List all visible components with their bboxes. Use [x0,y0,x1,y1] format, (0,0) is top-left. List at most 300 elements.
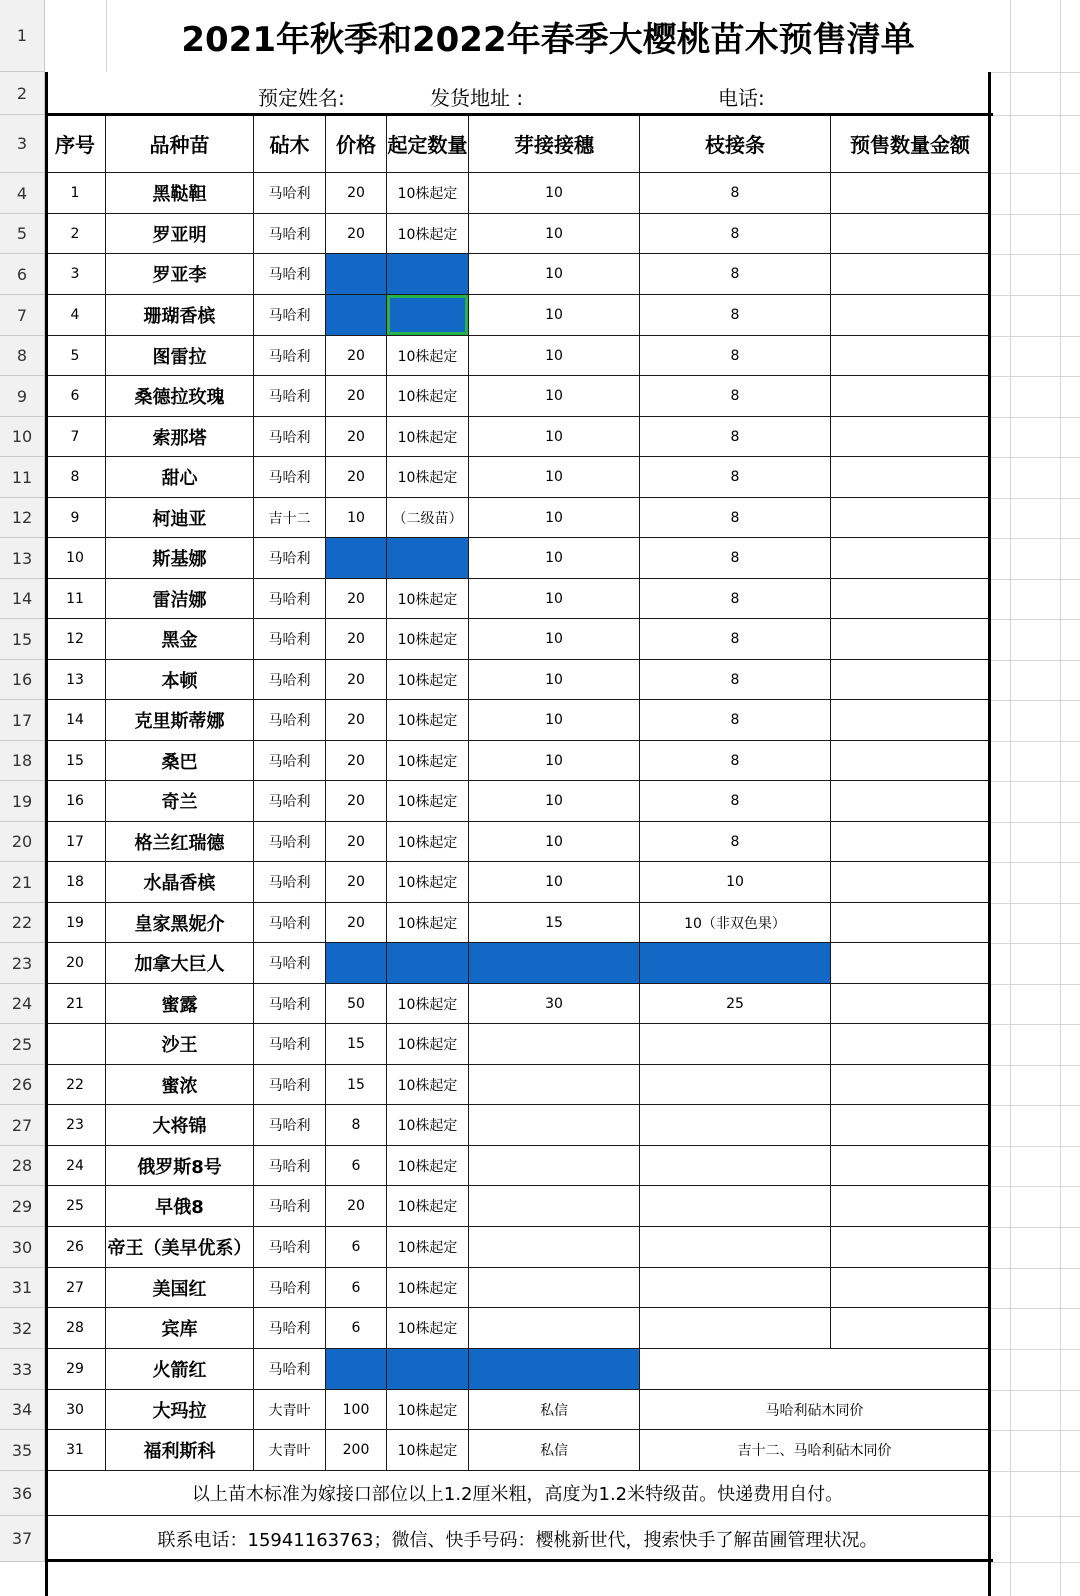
table-cell[interactable]: 10株起定 [387,903,469,943]
table-cell[interactable]: 23 [45,1105,106,1146]
table-cell[interactable] [469,943,640,984]
table-cell[interactable]: 马哈利 [254,862,326,903]
table-cell[interactable] [640,1146,831,1186]
table-cell[interactable]: 马哈利 [254,943,326,984]
table-cell[interactable]: 10 [640,862,831,903]
table-cell[interactable]: 8 [45,457,106,498]
row-header[interactable]: 33 [0,1349,45,1390]
table-cell[interactable] [469,1349,640,1390]
table-cell[interactable]: 20 [326,1186,387,1227]
table-cell[interactable]: 10 [326,498,387,538]
row-header[interactable]: 22 [0,903,45,943]
row-header[interactable]: 32 [0,1308,45,1349]
table-cell[interactable] [640,1308,831,1349]
table-cell[interactable]: 20 [45,943,106,984]
table-cell[interactable]: 20 [326,417,387,457]
table-cell[interactable]: 蜜露 [106,984,254,1024]
table-cell[interactable]: 福利斯科 [106,1430,254,1471]
table-cell[interactable] [387,538,469,579]
table-cell[interactable] [469,1268,640,1308]
table-cell[interactable]: 4 [45,295,106,336]
table-cell[interactable]: 10株起定 [387,376,469,417]
row-header[interactable]: 21 [0,862,45,903]
merged-note-cell[interactable]: 马哈利砧木同价 [640,1390,990,1430]
table-cell[interactable]: 20 [326,619,387,660]
table-cell[interactable]: 10 [469,741,640,781]
table-cell[interactable]: 8 [640,700,831,741]
table-cell[interactable] [469,1146,640,1186]
table-cell[interactable]: 10 [469,214,640,254]
row-header[interactable]: 6 [0,254,45,295]
table-cell[interactable]: 8 [640,376,831,417]
column-header[interactable]: 芽接接穗 [469,115,640,173]
table-cell[interactable]: 马哈利 [254,1146,326,1186]
amount-cell[interactable] [831,417,990,457]
table-cell[interactable]: 200 [326,1430,387,1471]
table-cell[interactable] [387,254,469,295]
table-cell[interactable]: 11 [45,579,106,619]
amount-cell[interactable] [831,700,990,741]
amount-cell[interactable] [831,1146,990,1186]
table-cell[interactable]: 格兰红瑞德 [106,822,254,862]
table-cell[interactable]: 8 [640,336,831,376]
table-cell[interactable]: 6 [326,1268,387,1308]
table-cell[interactable]: 14 [45,700,106,741]
table-cell[interactable]: 8 [640,538,831,579]
column-header[interactable]: 品种苗 [106,115,254,173]
table-cell[interactable]: 10株起定 [387,1308,469,1349]
table-cell[interactable]: 10 [45,538,106,579]
row-header[interactable]: 30 [0,1227,45,1268]
table-cell[interactable]: 水晶香槟 [106,862,254,903]
row-header[interactable]: 7 [0,295,45,336]
table-cell[interactable]: 10株起定 [387,1065,469,1105]
table-cell[interactable]: 罗亚李 [106,254,254,295]
row-header[interactable]: 9 [0,376,45,417]
table-cell[interactable]: 马哈利 [254,417,326,457]
table-cell[interactable]: 10 [469,173,640,214]
amount-cell[interactable] [831,295,990,336]
table-cell[interactable]: 28 [45,1308,106,1349]
table-cell[interactable]: 蜜浓 [106,1065,254,1105]
table-cell[interactable] [469,1065,640,1105]
table-cell[interactable]: 10株起定 [387,660,469,700]
table-cell[interactable]: 5 [45,336,106,376]
row-header[interactable]: 37 [0,1516,45,1562]
table-cell[interactable]: 8 [640,498,831,538]
table-cell[interactable]: 图雷拉 [106,336,254,376]
amount-cell[interactable] [831,741,990,781]
table-cell[interactable]: 24 [45,1146,106,1186]
table-cell[interactable]: 10 [469,700,640,741]
row-header[interactable]: 13 [0,538,45,579]
amount-cell[interactable] [831,579,990,619]
table-cell[interactable]: 火箭红 [106,1349,254,1390]
table-cell[interactable]: （二级苗） [387,498,469,538]
table-cell[interactable]: 10 [469,295,640,336]
table-cell[interactable] [640,1349,990,1390]
table-cell[interactable]: 20 [326,457,387,498]
amount-cell[interactable] [831,214,990,254]
table-cell[interactable]: 马哈利 [254,903,326,943]
table-cell[interactable]: 斯基娜 [106,538,254,579]
table-cell[interactable]: 10株起定 [387,1146,469,1186]
table-cell[interactable]: 20 [326,903,387,943]
table-cell[interactable] [326,254,387,295]
table-cell[interactable]: 8 [640,254,831,295]
table-cell[interactable]: 10 [469,579,640,619]
table-cell[interactable]: 10株起定 [387,822,469,862]
row-header[interactable]: 20 [0,822,45,862]
amount-cell[interactable] [831,457,990,498]
table-cell[interactable]: 2 [45,214,106,254]
table-cell[interactable] [640,1024,831,1065]
table-cell[interactable]: 30 [469,984,640,1024]
amount-cell[interactable] [831,822,990,862]
table-cell[interactable]: 8 [640,417,831,457]
table-cell[interactable]: 马哈利 [254,781,326,822]
table-cell[interactable]: 马哈利 [254,376,326,417]
table-cell[interactable]: 10株起定 [387,417,469,457]
table-cell[interactable]: 10 [469,417,640,457]
table-cell[interactable]: 8 [640,295,831,336]
amount-cell[interactable] [831,498,990,538]
table-cell[interactable]: 桑巴 [106,741,254,781]
amount-cell[interactable] [831,1186,990,1227]
table-cell[interactable]: 罗亚明 [106,214,254,254]
table-cell[interactable]: 10株起定 [387,1390,469,1430]
table-cell[interactable]: 10株起定 [387,984,469,1024]
table-cell[interactable]: 马哈利 [254,1186,326,1227]
amount-cell[interactable] [831,943,990,984]
table-cell[interactable]: 马哈利 [254,660,326,700]
row-header[interactable]: 24 [0,984,45,1024]
table-cell[interactable]: 20 [326,741,387,781]
table-cell[interactable]: 马哈利 [254,822,326,862]
table-cell[interactable]: 10株起定 [387,781,469,822]
table-cell[interactable]: 马哈利 [254,1065,326,1105]
table-cell[interactable]: 马哈利 [254,619,326,660]
table-cell[interactable]: 22 [45,1065,106,1105]
table-cell[interactable]: 8 [640,660,831,700]
table-cell[interactable]: 大玛拉 [106,1390,254,1430]
amount-cell[interactable] [831,1105,990,1146]
table-cell[interactable]: 10株起定 [387,1105,469,1146]
row-header[interactable]: 34 [0,1390,45,1430]
table-cell[interactable]: 大青叶 [254,1430,326,1471]
table-cell[interactable]: 20 [326,660,387,700]
table-cell[interactable]: 19 [45,903,106,943]
table-cell[interactable]: 15 [326,1024,387,1065]
table-cell[interactable]: 30 [45,1390,106,1430]
table-cell[interactable] [469,1105,640,1146]
table-cell[interactable]: 柯迪亚 [106,498,254,538]
table-cell[interactable]: 吉十二 [254,498,326,538]
table-cell[interactable]: 12 [45,619,106,660]
table-cell[interactable]: 克里斯蒂娜 [106,700,254,741]
amount-cell[interactable] [831,862,990,903]
table-cell[interactable]: 25 [640,984,831,1024]
row-header[interactable]: 4 [0,173,45,214]
table-cell[interactable]: 10 [469,538,640,579]
table-cell[interactable] [326,1349,387,1390]
table-cell[interactable]: 10（非双色果） [640,903,831,943]
amount-cell[interactable] [831,376,990,417]
table-cell[interactable]: 大将锦 [106,1105,254,1146]
table-cell[interactable] [326,943,387,984]
table-cell[interactable]: 10株起定 [387,862,469,903]
table-cell[interactable] [326,295,387,336]
amount-cell[interactable] [831,619,990,660]
row-header[interactable]: 18 [0,741,45,781]
table-cell[interactable]: 马哈利 [254,1349,326,1390]
table-cell[interactable]: 本顿 [106,660,254,700]
amount-cell[interactable] [831,1268,990,1308]
table-cell[interactable] [387,1349,469,1390]
table-cell[interactable]: 马哈利 [254,1024,326,1065]
table-cell[interactable]: 7 [45,417,106,457]
table-cell[interactable]: 马哈利 [254,984,326,1024]
table-cell[interactable]: 20 [326,781,387,822]
table-cell[interactable]: 私信 [469,1430,640,1471]
table-cell[interactable]: 8 [640,579,831,619]
amount-cell[interactable] [831,254,990,295]
amount-cell[interactable] [831,1308,990,1349]
row-header[interactable]: 35 [0,1430,45,1471]
row-header[interactable]: 11 [0,457,45,498]
table-cell[interactable]: 20 [326,862,387,903]
table-cell[interactable]: 10 [469,457,640,498]
table-cell[interactable]: 马哈利 [254,538,326,579]
table-cell[interactable]: 10株起定 [387,579,469,619]
table-cell[interactable]: 皇家黑妮介 [106,903,254,943]
table-cell[interactable]: 13 [45,660,106,700]
table-cell[interactable]: 奇兰 [106,781,254,822]
table-cell[interactable]: 8 [640,173,831,214]
table-cell[interactable] [469,1227,640,1268]
table-cell[interactable]: 6 [326,1308,387,1349]
table-cell[interactable] [640,1105,831,1146]
table-cell[interactable]: 10 [469,619,640,660]
table-cell[interactable]: 10株起定 [387,1268,469,1308]
row-header[interactable]: 23 [0,943,45,984]
table-cell[interactable]: 10株起定 [387,1024,469,1065]
row-header[interactable]: 14 [0,579,45,619]
table-cell[interactable] [45,1024,106,1065]
table-cell[interactable]: 马哈利 [254,741,326,781]
table-cell[interactable]: 10 [469,376,640,417]
table-cell[interactable]: 17 [45,822,106,862]
table-cell[interactable]: 甜心 [106,457,254,498]
footer-note[interactable]: 以上苗木标准为嫁接口部位以上1.2厘米粗，高度为1.2米特级苗。快递费用自付。 [45,1471,990,1516]
merged-note-cell[interactable]: 吉十二、马哈利砧木同价 [640,1430,990,1471]
table-cell[interactable]: 加拿大巨人 [106,943,254,984]
table-cell[interactable]: 10株起定 [387,1186,469,1227]
table-cell[interactable]: 桑德拉玫瑰 [106,376,254,417]
amount-cell[interactable] [831,903,990,943]
table-cell[interactable]: 马哈利 [254,1105,326,1146]
column-header[interactable]: 枝接条 [640,115,831,173]
table-cell[interactable]: 私信 [469,1390,640,1430]
table-cell[interactable]: 马哈利 [254,579,326,619]
table-cell[interactable]: 10株起定 [387,1430,469,1471]
table-cell[interactable]: 8 [326,1105,387,1146]
table-cell[interactable]: 15 [45,741,106,781]
table-cell[interactable]: 10株起定 [387,700,469,741]
table-cell[interactable]: 10株起定 [387,1227,469,1268]
table-cell[interactable]: 50 [326,984,387,1024]
row-header[interactable]: 26 [0,1065,45,1105]
table-cell[interactable] [469,1186,640,1227]
table-cell[interactable]: 马哈利 [254,1227,326,1268]
table-cell[interactable]: 10 [469,862,640,903]
table-cell[interactable]: 1 [45,173,106,214]
row-header[interactable]: 36 [0,1471,45,1516]
table-cell[interactable] [387,295,469,336]
amount-cell[interactable] [831,173,990,214]
table-cell[interactable]: 8 [640,214,831,254]
table-cell[interactable]: 20 [326,336,387,376]
table-cell[interactable]: 8 [640,741,831,781]
table-cell[interactable]: 8 [640,822,831,862]
table-cell[interactable]: 18 [45,862,106,903]
table-cell[interactable]: 宾库 [106,1308,254,1349]
footer-contact[interactable]: 联系电话：15941163763；微信、快手号码：樱桃新世代，搜索快手了解苗圃管理状况。 [45,1516,990,1562]
table-cell[interactable]: 马哈利 [254,254,326,295]
column-header[interactable]: 序号 [45,115,106,173]
table-cell[interactable] [640,1227,831,1268]
table-cell[interactable]: 10 [469,254,640,295]
amount-cell[interactable] [831,538,990,579]
table-cell[interactable]: 20 [326,173,387,214]
table-cell[interactable]: 马哈利 [254,700,326,741]
table-cell[interactable] [640,943,831,984]
table-cell[interactable]: 16 [45,781,106,822]
row-header[interactable]: 15 [0,619,45,660]
table-cell[interactable]: 10 [469,498,640,538]
table-cell[interactable]: 沙王 [106,1024,254,1065]
column-header[interactable]: 起定数量 [387,115,469,173]
row-header[interactable]: 29 [0,1186,45,1227]
table-cell[interactable]: 15 [326,1065,387,1105]
table-cell[interactable]: 马哈利 [254,295,326,336]
table-cell[interactable]: 6 [45,376,106,417]
row-header[interactable]: 31 [0,1268,45,1308]
table-cell[interactable]: 马哈利 [254,457,326,498]
table-cell[interactable] [640,1065,831,1105]
table-cell[interactable]: 珊瑚香槟 [106,295,254,336]
row-header[interactable]: 19 [0,781,45,822]
row-header[interactable]: 17 [0,700,45,741]
table-cell[interactable]: 26 [45,1227,106,1268]
table-cell[interactable] [387,943,469,984]
table-cell[interactable]: 大青叶 [254,1390,326,1430]
table-cell[interactable]: 20 [326,376,387,417]
table-cell[interactable]: 29 [45,1349,106,1390]
table-cell[interactable] [469,1024,640,1065]
table-cell[interactable]: 10 [469,822,640,862]
table-cell[interactable]: 8 [640,619,831,660]
table-cell[interactable]: 15 [469,903,640,943]
row-header[interactable]: 27 [0,1105,45,1146]
column-header[interactable]: 价格 [326,115,387,173]
table-cell[interactable]: 6 [326,1146,387,1186]
table-cell[interactable] [640,1186,831,1227]
table-cell[interactable]: 10株起定 [387,619,469,660]
table-cell[interactable]: 31 [45,1430,106,1471]
table-cell[interactable]: 马哈利 [254,1268,326,1308]
table-cell[interactable]: 10株起定 [387,173,469,214]
table-cell[interactable]: 3 [45,254,106,295]
amount-cell[interactable] [831,781,990,822]
amount-cell[interactable] [831,336,990,376]
row-header[interactable]: 3 [0,115,45,173]
table-cell[interactable]: 马哈利 [254,214,326,254]
row-header[interactable]: 28 [0,1146,45,1186]
row-header[interactable]: 16 [0,660,45,700]
column-header[interactable]: 砧木 [254,115,326,173]
amount-cell[interactable] [831,1227,990,1268]
table-cell[interactable]: 10 [469,336,640,376]
table-cell[interactable]: 马哈利 [254,336,326,376]
table-cell[interactable]: 马哈利 [254,173,326,214]
row-header[interactable]: 10 [0,417,45,457]
row-header[interactable]: 12 [0,498,45,538]
table-cell[interactable] [326,538,387,579]
table-cell[interactable]: 10 [469,660,640,700]
table-cell[interactable]: 9 [45,498,106,538]
amount-cell[interactable] [831,984,990,1024]
amount-cell[interactable] [831,1024,990,1065]
row-header[interactable]: 1 [0,0,45,72]
table-cell[interactable]: 21 [45,984,106,1024]
table-cell[interactable] [640,1268,831,1308]
table-cell[interactable]: 25 [45,1186,106,1227]
table-cell[interactable]: 8 [640,457,831,498]
table-cell[interactable]: 8 [640,781,831,822]
row-header[interactable]: 8 [0,336,45,376]
table-cell[interactable]: 帝王（美早优系） [106,1227,254,1268]
table-cell[interactable]: 索那塔 [106,417,254,457]
table-cell[interactable]: 10株起定 [387,336,469,376]
table-cell[interactable] [469,1308,640,1349]
row-header[interactable]: 5 [0,214,45,254]
table-cell[interactable]: 20 [326,822,387,862]
table-cell[interactable]: 27 [45,1268,106,1308]
table-cell[interactable]: 早俄8 [106,1186,254,1227]
table-cell[interactable]: 10株起定 [387,457,469,498]
table-cell[interactable]: 美国红 [106,1268,254,1308]
table-cell[interactable]: 俄罗斯8号 [106,1146,254,1186]
table-cell[interactable]: 马哈利 [254,1308,326,1349]
row-header[interactable]: 2 [0,72,45,115]
amount-cell[interactable] [831,660,990,700]
table-cell[interactable]: 黑金 [106,619,254,660]
table-cell[interactable]: 10 [469,781,640,822]
table-cell[interactable]: 20 [326,214,387,254]
table-cell[interactable]: 6 [326,1227,387,1268]
table-cell[interactable]: 10株起定 [387,741,469,781]
table-cell[interactable]: 20 [326,579,387,619]
column-header[interactable]: 预售数量金额 [831,115,990,173]
table-cell[interactable]: 黑鞑靼 [106,173,254,214]
row-header[interactable]: 25 [0,1024,45,1065]
table-cell[interactable]: 10株起定 [387,214,469,254]
amount-cell[interactable] [831,1065,990,1105]
table-cell[interactable]: 100 [326,1390,387,1430]
table-cell[interactable]: 雷洁娜 [106,579,254,619]
table-cell[interactable]: 20 [326,700,387,741]
